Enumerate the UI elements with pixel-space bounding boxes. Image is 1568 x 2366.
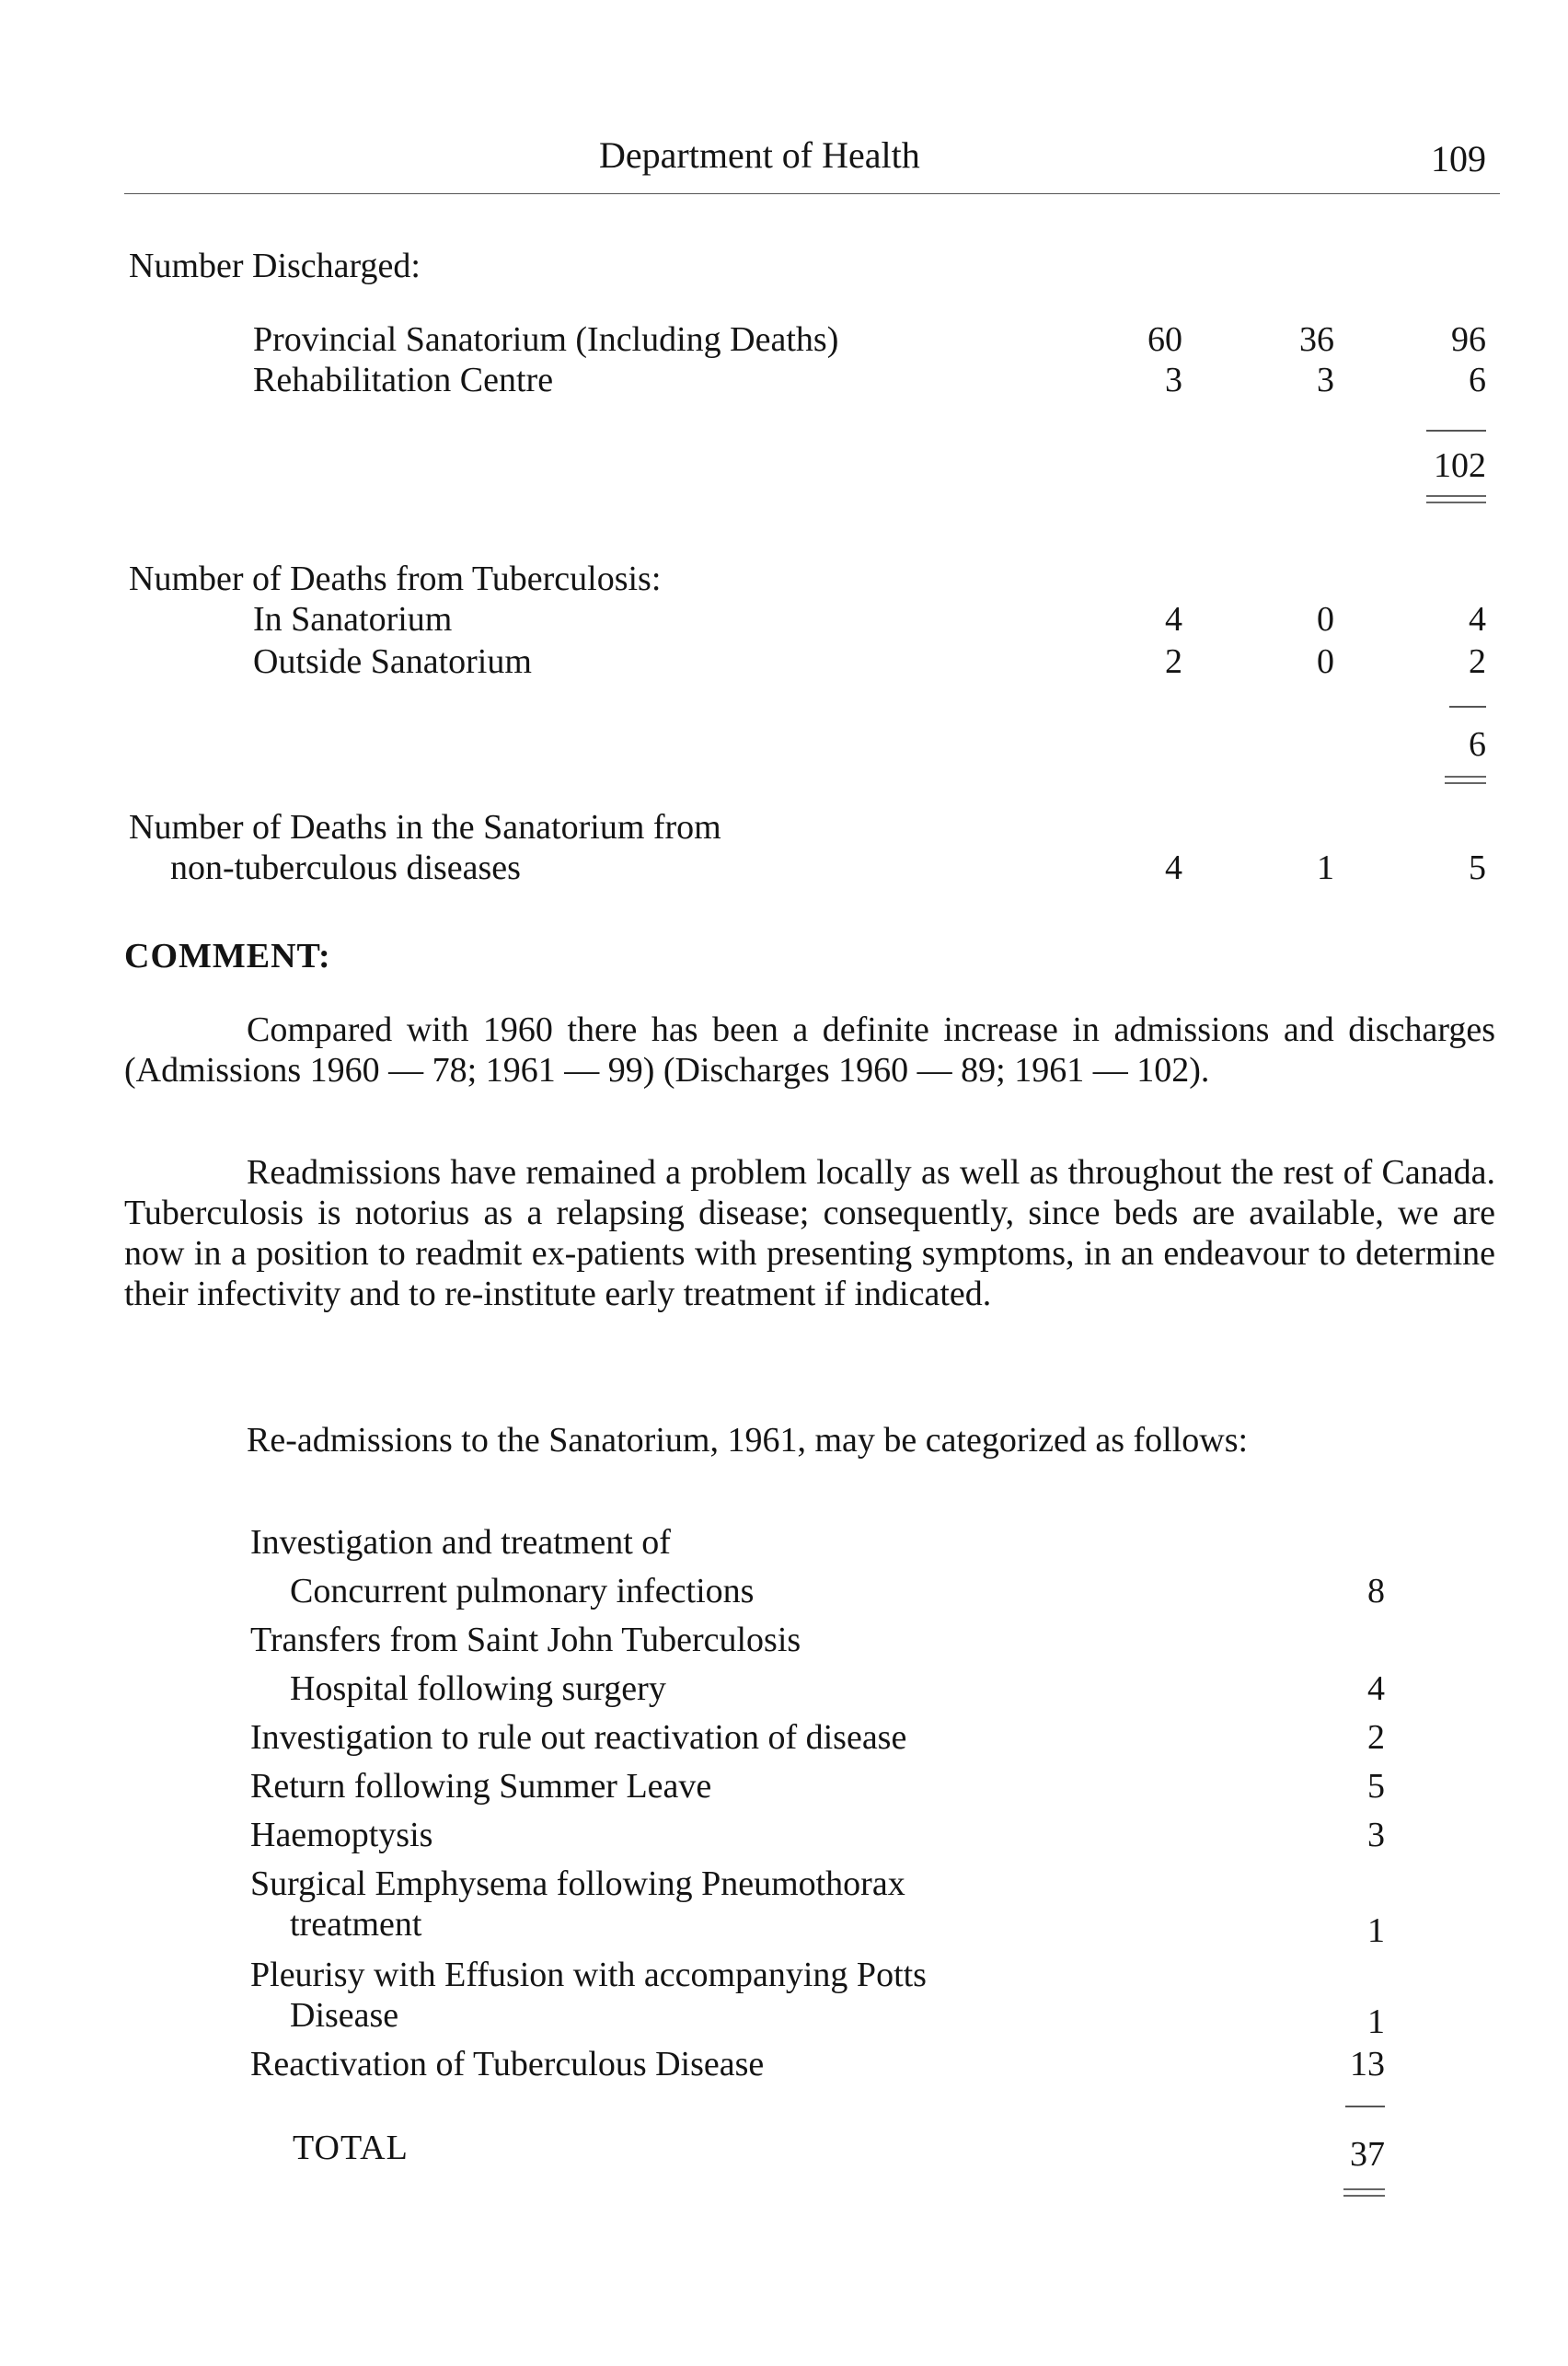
comment-heading: COMMENT: [124, 937, 331, 975]
deaths-tb-total: 6 [1469, 725, 1486, 764]
readmission-item-value: 4 [1367, 1669, 1385, 1708]
discharged-row-c1: 3 [1165, 361, 1182, 399]
deaths-non-tb-c3: 5 [1469, 848, 1486, 887]
deaths-tb-row-c2: 0 [1317, 642, 1334, 681]
deaths-tb-row-c1: 4 [1165, 600, 1182, 639]
readmission-item-line1: Return following Summer Leave [250, 1767, 712, 1806]
discharged-total: 102 [1434, 446, 1486, 485]
deaths-tb-row-label: Outside Sanatorium [253, 642, 532, 681]
readmission-item-line2: Disease [290, 1996, 399, 2035]
deaths-tb-row-c1: 2 [1165, 642, 1182, 681]
discharged-heading: Number Discharged: [129, 247, 421, 285]
deaths-tb-row-label: In Sanatorium [253, 600, 453, 639]
page-number: 109 [1431, 138, 1486, 179]
discharged-row-label: Rehabilitation Centre [253, 361, 554, 399]
readmission-item-value: 1 [1367, 2002, 1385, 2041]
readmission-item-value: 13 [1350, 2045, 1385, 2083]
comment-paragraph-3 [124, 1420, 1495, 1460]
running-header-title: Department of Health [599, 134, 920, 176]
readmission-item-line1: Investigation and treatment of [250, 1523, 671, 1562]
deaths-tb-row-c2: 0 [1317, 600, 1334, 639]
readmission-item-line1: Reactivation of Tuberculous Disease [250, 2045, 765, 2083]
readmission-item-line1: Transfers from Saint John Tuberculosis [250, 1621, 801, 1659]
deaths-tb-row-c3: 4 [1469, 600, 1486, 639]
deaths-tb-heading: Number of Deaths from Tuberculosis: [129, 560, 662, 598]
sum-rule [1345, 2106, 1385, 2107]
deaths-tb-row-c3: 2 [1469, 642, 1486, 681]
discharged-row-c2: 36 [1299, 320, 1334, 359]
readmission-item-line1: Haemoptysis [250, 1816, 433, 1854]
total-double-rule [1426, 495, 1486, 503]
readmission-item-value: 1 [1367, 1911, 1385, 1950]
readmission-item-value: 8 [1367, 1572, 1385, 1610]
header-rule [124, 193, 1500, 194]
sum-rule [1449, 706, 1486, 708]
discharged-row-c2: 3 [1317, 361, 1334, 399]
readmission-item-value: 5 [1367, 1767, 1385, 1806]
readmission-item-line2: treatment [290, 1905, 422, 1944]
readmission-item-line1: Pleurisy with Effusion with accompanying Potts [250, 1956, 927, 1994]
discharged-row-c3: 96 [1451, 320, 1486, 359]
total-label: TOTAL [293, 2129, 409, 2167]
readmission-item-line1: Surgical Emphysema following Pneumothorax [250, 1864, 905, 1903]
total-double-rule [1445, 776, 1486, 784]
readmission-item-line2: Hospital following surgery [290, 1669, 666, 1708]
discharged-row-c3: 6 [1469, 361, 1486, 399]
deaths-non-tb-c2: 1 [1317, 848, 1334, 887]
comment-paragraph-3-text: Re-admissions to the Sanatorium, 1961, may be categorized as follows: [247, 1421, 1249, 1460]
deaths-non-tb-label-line1: Number of Deaths in the Sanatorium from [129, 808, 721, 847]
total-double-rule [1343, 2188, 1385, 2197]
deaths-non-tb-c1: 4 [1165, 848, 1182, 887]
readmission-item-value: 3 [1367, 1816, 1385, 1854]
readmission-item-line1: Investigation to rule out reactivation of disease [250, 1718, 907, 1757]
deaths-non-tb-label-line2: non-tuberculous diseases [170, 848, 521, 887]
readmissions-total: 37 [1350, 2135, 1385, 2174]
discharged-row-label: Provincial Sanatorium (Including Deaths) [253, 320, 839, 359]
comment-paragraph-2 [124, 1152, 1495, 1314]
comment-paragraph-2-text: Readmissions have remained a problem locally as well as throughout the rest of Canada. Tuberculosis is notorius as a relapsing disease; consequently, since beds are available, we are now in a position to readmit ex-patients with presenting symptoms, in an endeavour to determine their infectivity and to re-institute early treatment if indicated. [124, 1153, 1495, 1313]
readmission-item-value: 2 [1367, 1718, 1385, 1757]
comment-paragraph-1-text: Compared with 1960 there has been a definite increase in admissions and discharges (Admissions 1960 — 78; 1961 — 99) (Discharges 1960 — 89; 1961 — 102). [124, 1010, 1495, 1090]
sum-rule [1426, 430, 1486, 432]
discharged-row-c1: 60 [1147, 320, 1182, 359]
comment-paragraph-1 [124, 1010, 1495, 1091]
readmission-item-line2: Concurrent pulmonary infections [290, 1572, 755, 1610]
